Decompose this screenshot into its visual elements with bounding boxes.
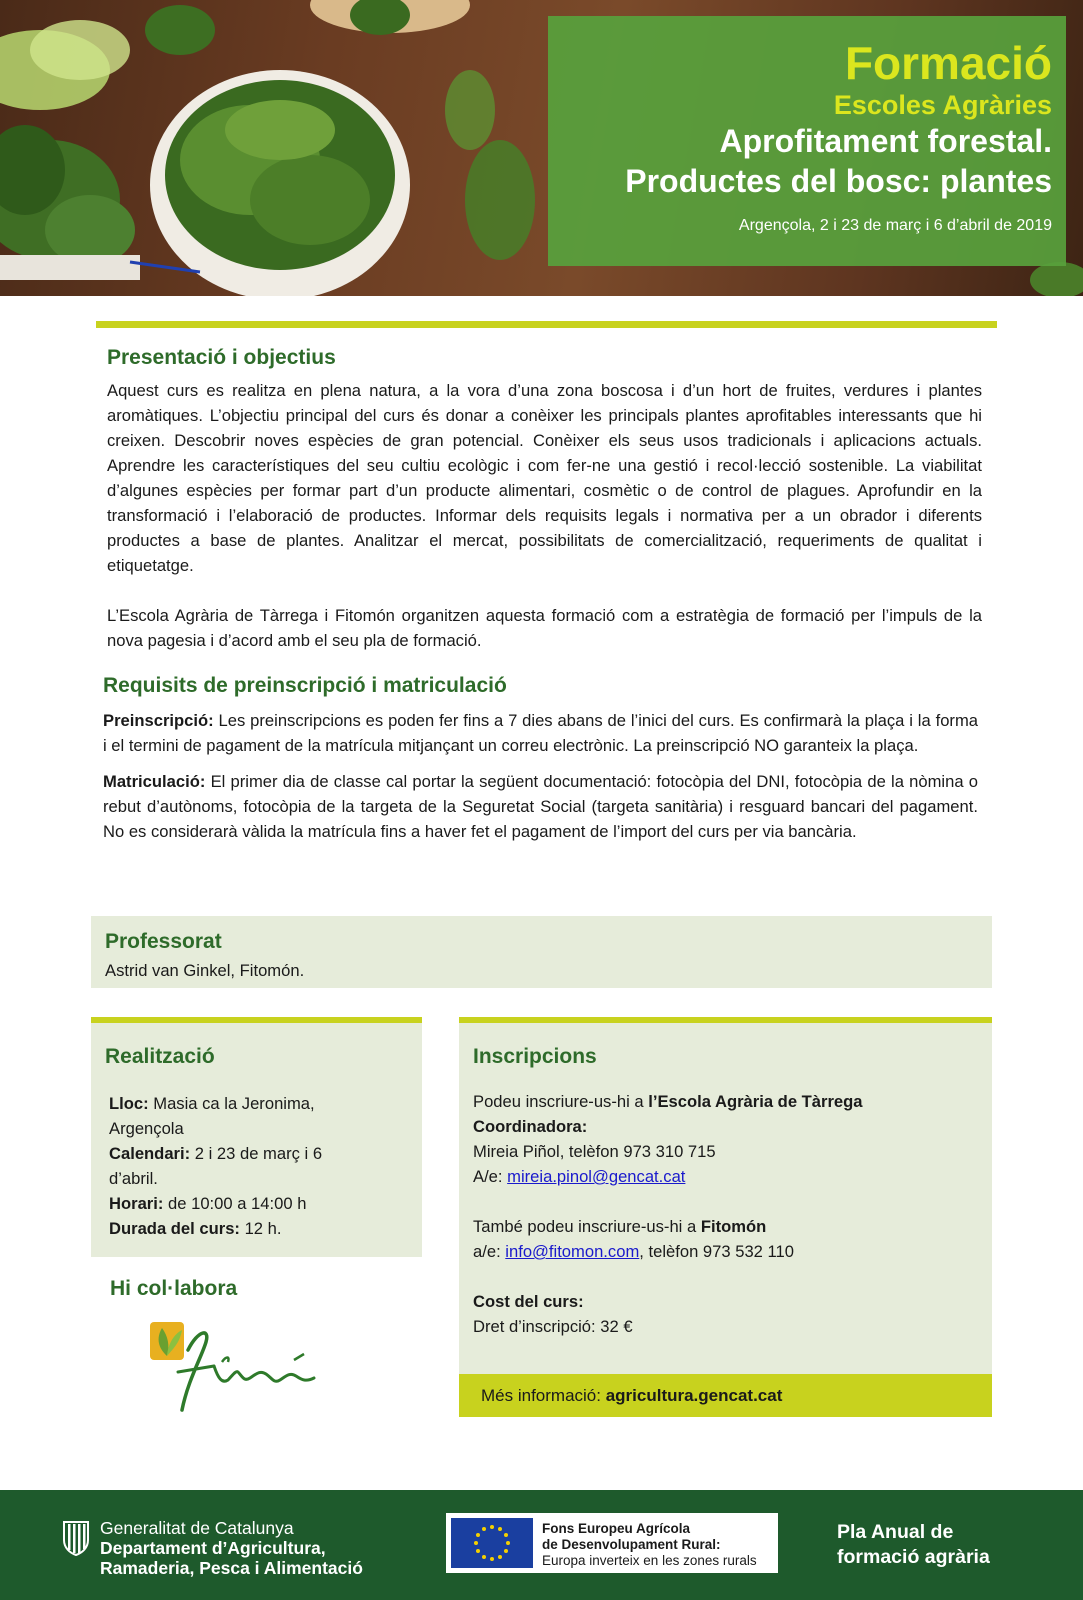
course-date-place: Argençola, 2 i 23 de març i 6 d’abril de 2019 xyxy=(738,217,1052,234)
eu-flag-icon xyxy=(451,1518,533,1568)
realitzacio-heading: Realització xyxy=(105,1045,215,1068)
horari-label: Horari: xyxy=(109,1194,164,1213)
realitzacio-section xyxy=(91,1023,422,1257)
pla-line1: Pla Anual de xyxy=(837,1521,954,1543)
coordinadora-value: Mireia Piñol, telèfon 973 310 715 xyxy=(473,1142,716,1161)
course-title-line1: Aprofitament forestal. xyxy=(719,123,1052,159)
cost-label: Cost del curs: xyxy=(473,1292,584,1311)
more-info-bar xyxy=(459,1374,992,1417)
feader-line1: Fons Europeu Agrícola xyxy=(542,1521,691,1536)
hero-photo xyxy=(0,0,1083,296)
section-divider xyxy=(96,321,997,328)
collab-heading: Hi col·labora xyxy=(110,1277,238,1300)
preinscripcio-paragraph xyxy=(103,708,978,758)
page-subtitle: Escoles Agràries xyxy=(833,90,1052,120)
objectives-heading: Presentació i objectius xyxy=(107,346,336,369)
feader-line2: de Desenvolupament Rural: xyxy=(542,1537,721,1552)
generalitat-logo xyxy=(60,1520,92,1556)
realitzacio-details xyxy=(105,1091,408,1241)
objectives-paragraph-2: L’Escola Agrària de Tàrrega i Fitomón organitzen aquesta formació com a estratègia de formació per l’impuls de la nova pagesia i d’acord amb el seu pla de formació. xyxy=(107,606,982,650)
matriculacio-label: Matriculació: xyxy=(103,772,206,791)
professorat-heading: Professorat xyxy=(105,930,222,953)
matriculacio-text: El primer dia de classe cal portar la següent documentació: fotocòpia del DNI, fotocòpia de la nòmina o rebut d’autònoms, fotocòpia de la targeta de la Seguretat Social (targeta sanitària) i resguard bancari del pagament. No es considerarà vàlida la matrícula fins a haver fet el pagament de l’import del curs per via bancària. xyxy=(103,772,978,841)
durada-value: 12 h. xyxy=(239,1219,282,1238)
inscripcions-section xyxy=(459,1023,992,1417)
more-info-label: Més informació: xyxy=(481,1386,606,1405)
inscripcions-details xyxy=(473,1089,978,1339)
professorat-text: Astrid van Ginkel, Fitomón. xyxy=(105,961,305,980)
requisits-heading: Requisits de preinscripció i matriculació xyxy=(103,674,507,697)
email1-prefix: A/e: xyxy=(473,1167,508,1186)
cost-value: Dret d’inscripció: 32 € xyxy=(473,1317,633,1336)
calendari-value-2: d’abril. xyxy=(109,1169,158,1188)
horari-value: de 10:00 a 14:00 h xyxy=(163,1194,307,1213)
calendari-value: 2 i 23 de març i 6 xyxy=(190,1144,323,1163)
preinscripcio-label: Preinscripció: xyxy=(103,711,214,730)
more-info-link[interactable]: agricultura.gencat.cat xyxy=(605,1386,783,1405)
matriculacio-paragraph xyxy=(103,769,978,844)
lloc-value-2: Argençola xyxy=(109,1119,184,1138)
also-text: També podeu inscriure-us-hi a xyxy=(473,1217,701,1236)
also-fitomon: Fitomón xyxy=(700,1217,767,1236)
professorat-section xyxy=(91,916,992,988)
requisits-section xyxy=(103,674,978,844)
pla-anual-text xyxy=(837,1520,990,1570)
collab-section xyxy=(110,1277,237,1301)
course-title-line2: Productes del bosc: plantes xyxy=(625,163,1052,199)
feader-line3: Europa inverteix en les zones rurals xyxy=(542,1553,757,1568)
email-link-mireia[interactable]: mireia.pinol@gencat.cat xyxy=(507,1167,686,1186)
email2-suffix: , telèfon 973 532 110 xyxy=(639,1242,794,1261)
page-title: Formació xyxy=(844,37,1052,89)
email2-prefix: a/e: xyxy=(473,1242,506,1261)
lloc-value: Masia ca la Jeronima, xyxy=(148,1094,315,1113)
durada-label: Durada del curs: xyxy=(109,1219,240,1238)
pla-line2: formació agrària xyxy=(837,1546,990,1568)
email-link-fitomon[interactable]: info@fitomon.com xyxy=(505,1242,640,1261)
fitomon-logo xyxy=(148,1320,323,1415)
department-line2: Ramaderia, Pesca i Alimentació xyxy=(100,1558,363,1578)
inscripcions-school: l’Escola Agrària de Tàrrega xyxy=(648,1092,863,1111)
generalitat-name: Generalitat de Catalunya xyxy=(100,1518,294,1538)
feader-logo-box xyxy=(446,1513,778,1573)
department-line1: Departament d’Agricultura, xyxy=(100,1538,326,1558)
objectives-paragraph-1: Aquest curs es realitza en plena natura, a la vora d’una zona boscosa i d’un hort de fruites, verdures i plantes aromàtiques. L’objectiu principal del curs és donar a conèixer les principals plantes aprofitables interessants que hi creixen. Descobrir noves espècies de gran potencial. Conèixer els seus usos tradicionals i aplicacions actuals. Aprendre les característiques del seu cultiu ecològic i com fer-ne una gestió i recol·lecció sostenible. La viabilitat d’algunes espècies per formar part d’un producte alimentari, cosmètic o de control de plagues. Aprofundir en la transformació i l’elaboració de productes. Informar dels requisits legals i normativa per a un obrador i diferents productes a base de plantes. Analitzar el mercat, possibilitats de comercialització, requeriments de qualitat i etiquetatge. xyxy=(107,381,982,575)
footer xyxy=(0,1490,1083,1600)
hero-title-box xyxy=(548,16,1066,266)
lloc-label: Lloc: xyxy=(109,1094,149,1113)
preinscripcio-text: Les preinscripcions es poden fer fins a 7 dies abans de l’inici del curs. Es confirmarà la plaça i la forma i el termini de pagament de la matrícula mitjançant un correu electrònic. La preinscripció NO garanteix la plaça. xyxy=(103,711,978,755)
inscripcions-heading: Inscripcions xyxy=(473,1045,597,1068)
coordinadora-label: Coordinadora: xyxy=(473,1117,588,1136)
generalitat-text xyxy=(100,1518,363,1578)
calendari-label: Calendari: xyxy=(109,1144,191,1163)
feader-text xyxy=(542,1521,757,1569)
objectives-section xyxy=(107,346,982,653)
inscripcions-line1-text: Podeu inscriure-us-hi a xyxy=(473,1092,649,1111)
